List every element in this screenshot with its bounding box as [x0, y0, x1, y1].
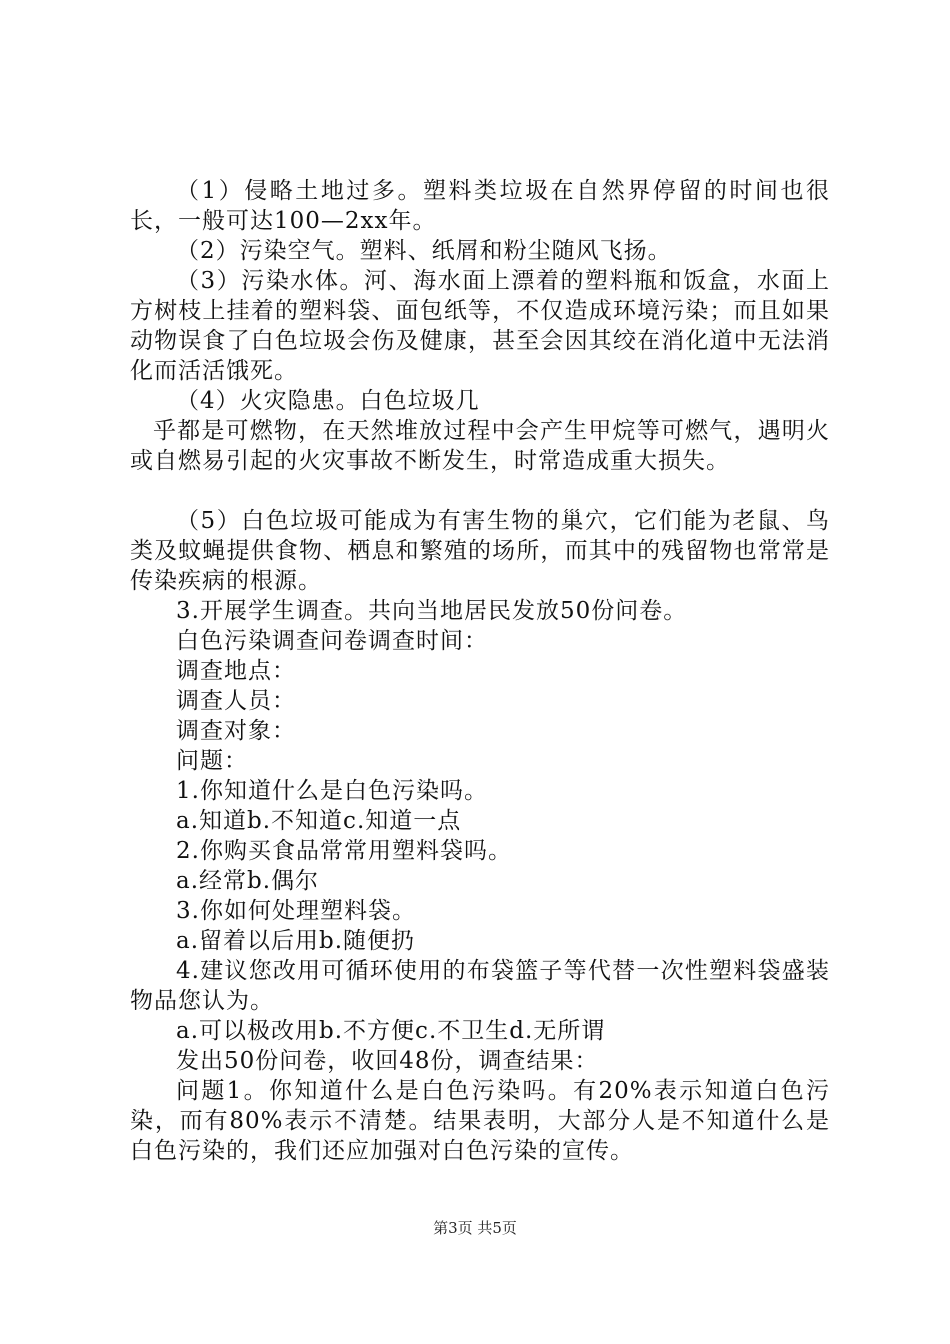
paragraph-air-pollution: （2）污染空气。塑料、纸屑和粉尘随风飞扬。 — [176, 238, 672, 264]
blank-line — [130, 476, 830, 506]
result-question-1: 问题1。你知道什么是白色污染吗。有20%表示知道白色污染，而有80%表示不清楚。结果表明，大部分人是不知道什么是白色污染的，我们还应加强对白色污染的宣传。 — [130, 1078, 830, 1164]
question-2: 2.你购买食品常常用塑料袋吗。 — [176, 838, 512, 864]
page-number-footer: 第3页 共5页 — [433, 1219, 517, 1237]
question-4: 4.建议您改用可循环使用的布袋篮子等代替一次性塑料袋盛装物品您认为。 — [130, 958, 830, 1014]
question-1-options: a.知道b.不知道c.知道一点 — [176, 808, 462, 834]
paragraph-water-pollution: （3）污染水体。河、海水面上漂着的塑料瓶和饭盒，水面上方树枝上挂着的塑料袋、面包纸等，不仅造成环境污染；而且如果动物误食了白色垃圾会伤及健康，甚至会因其绞在消化道中无法消化而活活饿死。 — [130, 268, 830, 384]
paragraph-invade-land: （1）侵略土地过多。塑料类垃圾在自然界停留的时间也很长，一般可达100—2xx年。 — [130, 178, 830, 234]
survey-results-intro: 发出50份问卷，收回48份，调查结果： — [176, 1048, 599, 1074]
question-3: 3.你如何处理塑料袋。 — [176, 898, 416, 924]
survey-staff: 调查人员： — [176, 688, 296, 714]
survey-location: 调查地点： — [176, 658, 296, 684]
paragraph-pest-habitat: （5）白色垃圾可能成为有害生物的巢穴，它们能为老鼠、鸟类及蚊蝇提供食物、栖息和繁殖的场所，而其中的残留物也常常是传染疾病的根源。 — [130, 508, 830, 594]
document-body — [130, 176, 830, 1166]
question-3-options: a.留着以后用b.随便扔 — [176, 928, 416, 954]
question-2-options: a.经常b.偶尔 — [176, 868, 320, 894]
questionnaire-title: 白色污染调查问卷调查时间： — [176, 628, 488, 654]
paragraph-fire-hazard-start: （4）火灾隐患。白色垃圾几 — [176, 388, 480, 414]
paragraph-survey-intro: 3.开展学生调查。共向当地居民发放50份问卷。 — [176, 598, 688, 624]
question-1: 1.你知道什么是白色污染吗。 — [176, 778, 488, 804]
questions-heading: 问题： — [176, 748, 248, 774]
question-4-options: a.可以极改用b.不方便c.不卫生d.无所谓 — [176, 1018, 606, 1044]
paragraph-fire-hazard-continued: 乎都是可燃物，在天然堆放过程中会产生甲烷等可燃气，遇明火或自燃易引起的火灾事故不断发生，时常造成重大损失。 — [130, 418, 830, 474]
survey-target: 调查对象： — [176, 718, 296, 744]
